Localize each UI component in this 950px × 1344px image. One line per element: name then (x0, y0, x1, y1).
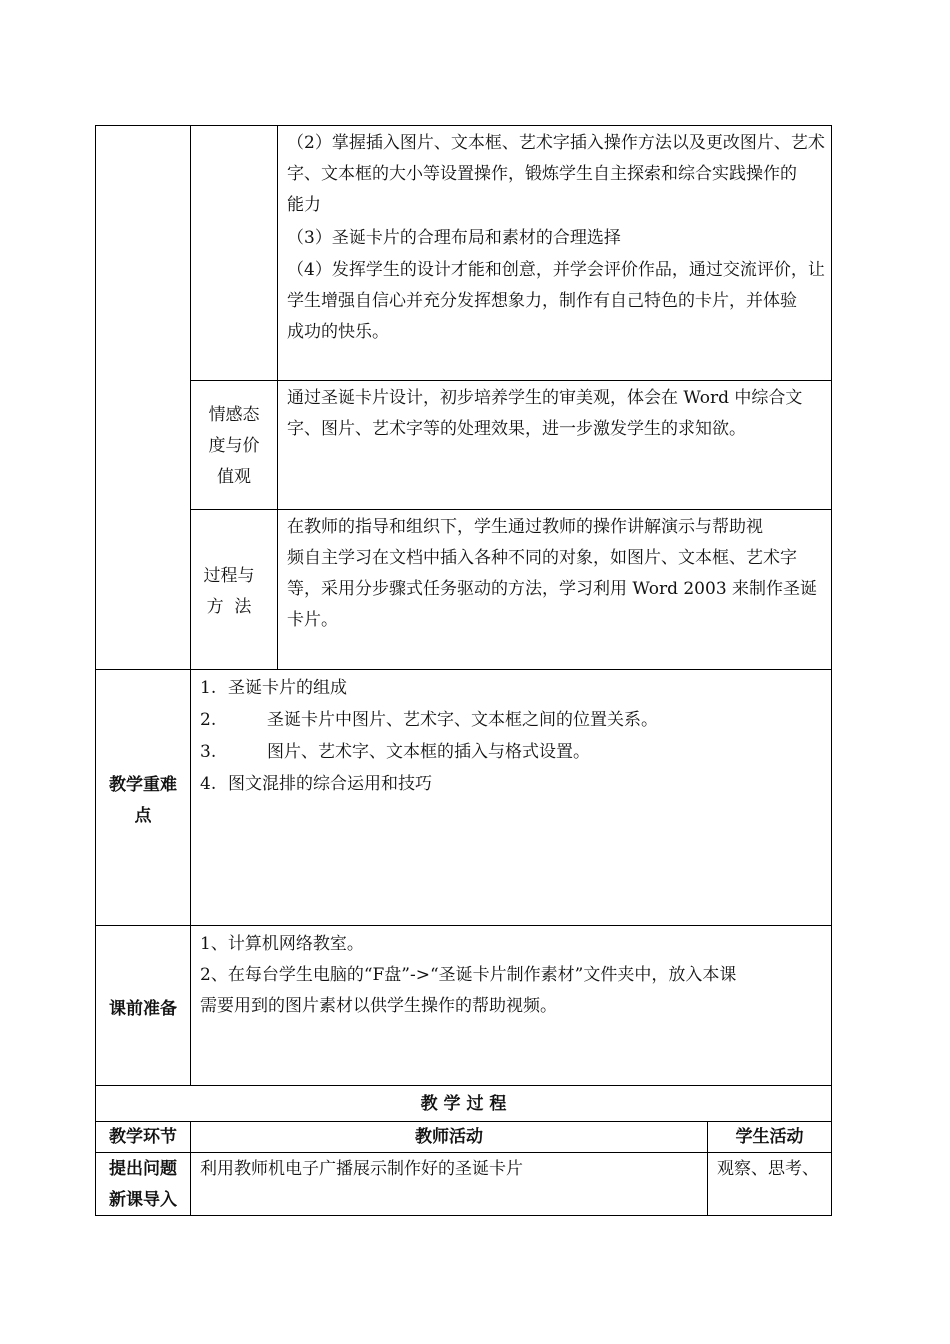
table-border (95, 1215, 832, 1216)
preparation-content (200, 929, 736, 1022)
label-line: 点 (134, 806, 152, 826)
text-line: 频自主学习在文档中插入各种不同的对象，如图片、文本框、艺术字 (287, 548, 797, 568)
label-line: 度与价 (208, 436, 260, 456)
label-line: 教学重难 (109, 775, 177, 795)
label-line: 情感态 (208, 405, 260, 425)
label-line: 方 法 (206, 597, 252, 617)
item-text: 圣诞卡片的组成 (228, 678, 347, 698)
text-line: 能力 (287, 195, 321, 215)
table-border (191, 509, 832, 510)
text-line: 2、在每台学生电脑的“F盘”->“圣诞卡片制作素材”文件夹中，放入本课 (200, 965, 737, 985)
item-text: 图片、艺术字、文本框的插入与格式设置。 (267, 742, 590, 762)
text-line: 字、文本框的大小等设置操作，锻炼学生自主探索和综合实践操作的 (287, 164, 797, 184)
text-line: （4）发挥学生的设计才能和创意，并学会评价作品，通过交流评价，让 (287, 260, 825, 280)
key-point-item (200, 769, 432, 800)
stage-line: 新课导入 (109, 1190, 177, 1210)
table-border (95, 125, 96, 1216)
item-number: 2. (200, 710, 217, 730)
stage-line: 提出问题 (109, 1159, 177, 1179)
text-line: 1、计算机网络教室。 (200, 934, 364, 954)
text-line: 等，采用分步骤式任务驱动的方法，学习利用 Word 2003 来制作圣诞 (287, 579, 818, 599)
objective-item-3: （3）圣诞卡片的合理布局和素材的合理选择 (287, 228, 621, 248)
item-text: 圣诞卡片中图片、艺术字、文本框之间的位置关系。 (267, 710, 658, 730)
preparation-label: 课前准备 (109, 999, 177, 1019)
item-text: 图文混排的综合运用和技巧 (228, 774, 432, 794)
table-border (95, 1085, 832, 1086)
key-point-item (200, 705, 658, 736)
teacher-activity-cell: 利用教师机电子广播展示制作好的圣诞卡片 (200, 1159, 523, 1179)
label-line: 值观 (217, 467, 251, 487)
label-line: 过程与 (203, 566, 255, 586)
text-line: 卡片。 (287, 610, 338, 630)
text-line: 成功的快乐。 (287, 322, 389, 342)
column-header-student: 学生活动 (735, 1127, 804, 1147)
text-line: 学生增强自信心并充分发挥想象力，制作有自己特色的卡片，并体验 (287, 291, 797, 311)
key-point-item (200, 737, 590, 768)
table-border (831, 125, 832, 1216)
table-border (277, 125, 278, 669)
table-border (95, 669, 832, 670)
teaching-process-title: 教 学 过 程 (420, 1094, 507, 1114)
emotion-content (287, 383, 802, 445)
text-line: （2）掌握插入图片、文本框、艺术字插入操作方法以及更改图片、艺术 (287, 133, 825, 153)
text-line: 需要用到的图片素材以供学生操作的帮助视频。 (200, 996, 557, 1016)
objective-item-4 (287, 255, 825, 348)
text-line: 通过圣诞卡片设计，初步培养学生的审美观，体会在 Word 中综合文 (287, 388, 803, 408)
key-points-label (96, 770, 190, 832)
process-method-content (287, 512, 817, 636)
table-border (95, 925, 832, 926)
table-border (95, 125, 832, 126)
text-line: 字、图片、艺术字等的处理效果，进一步激发学生的求知欲。 (287, 419, 746, 439)
emotion-label (191, 400, 277, 493)
item-number: 1. (200, 678, 217, 698)
process-method-label (191, 561, 267, 623)
column-header-teacher: 教师活动 (415, 1127, 483, 1147)
process-stage-cell (96, 1154, 190, 1216)
table-border (191, 380, 832, 381)
key-point-item (200, 673, 347, 704)
student-activity-cell: 观察、思考、 (717, 1159, 819, 1179)
item-number: 3. (200, 742, 217, 762)
item-number: 4. (200, 774, 217, 794)
text-line: 在教师的指导和组织下，学生通过教师的操作讲解演示与帮助视 (287, 517, 763, 537)
objective-item-2 (287, 128, 825, 221)
column-header-stage: 教学环节 (109, 1127, 177, 1147)
